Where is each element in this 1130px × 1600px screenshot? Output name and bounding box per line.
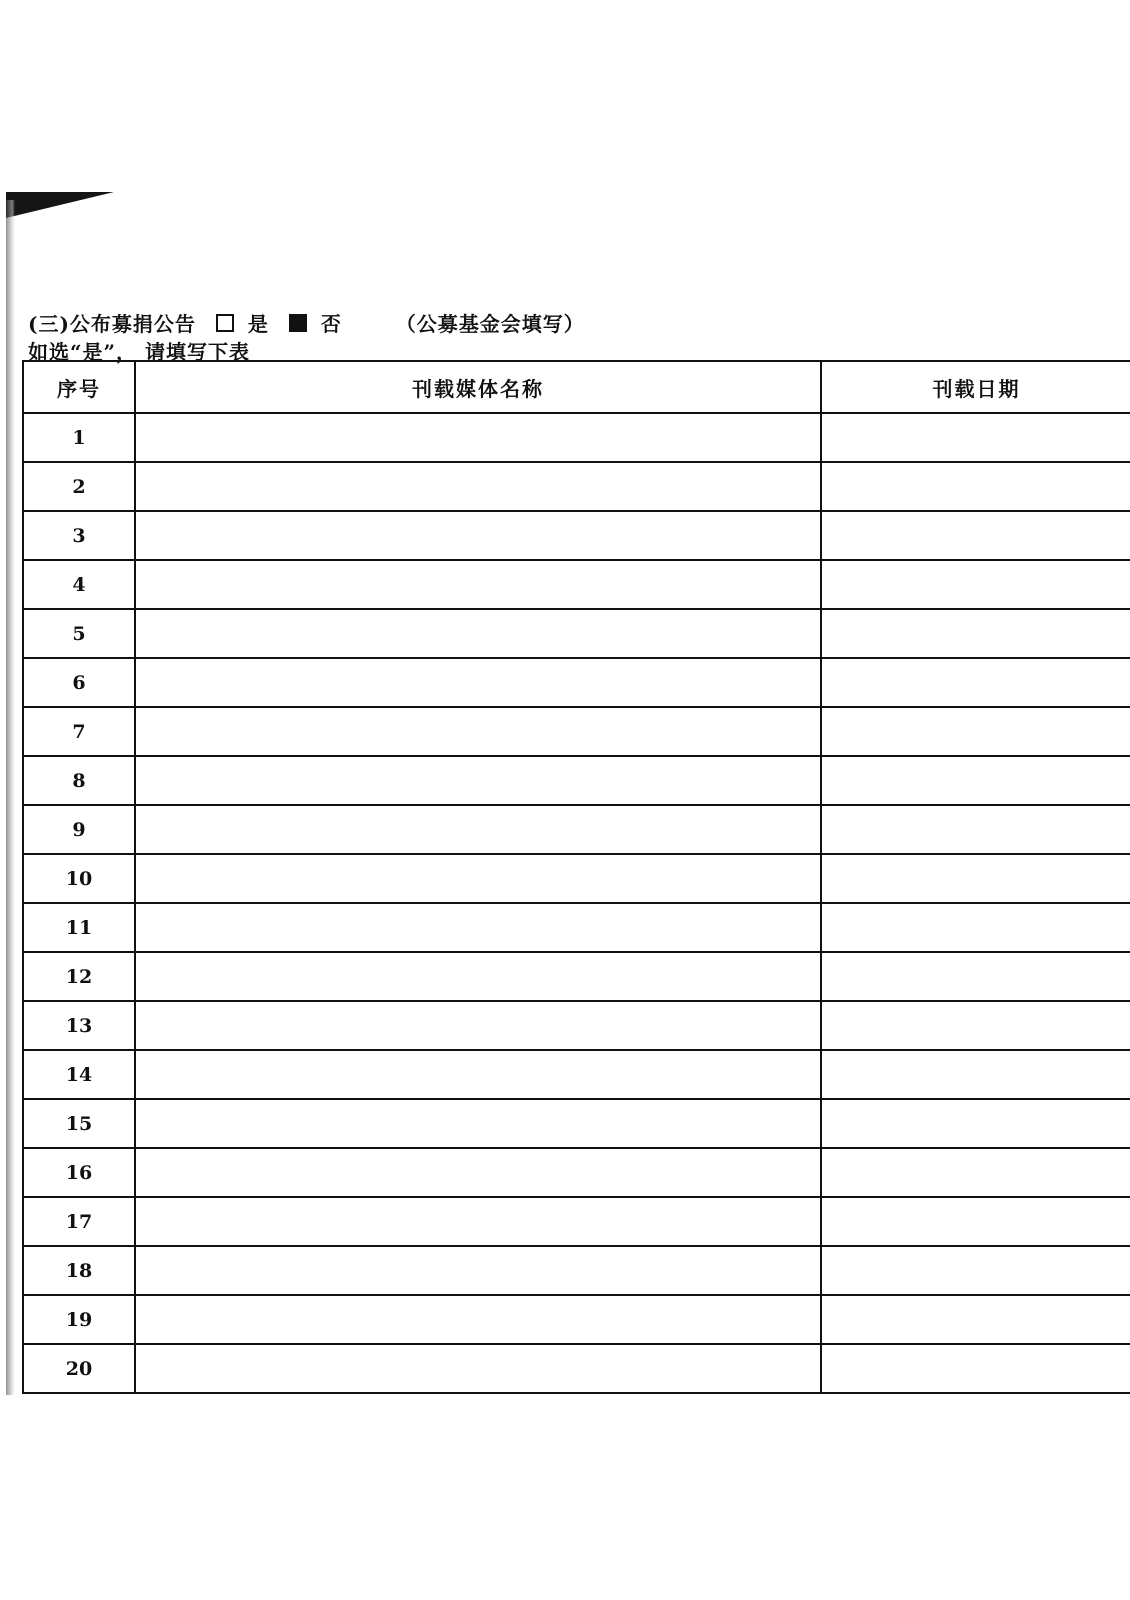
date-cell[interactable] (821, 903, 1130, 952)
date-cell[interactable] (821, 511, 1130, 560)
date-cell[interactable] (821, 413, 1130, 462)
seq-cell: 18 (23, 1246, 135, 1295)
seq-cell: 20 (23, 1344, 135, 1393)
seq-cell: 11 (23, 903, 135, 952)
date-cell[interactable] (821, 805, 1130, 854)
media-name-cell[interactable] (135, 707, 821, 756)
seq-cell: 5 (23, 609, 135, 658)
seq-cell: 8 (23, 756, 135, 805)
media-name-cell[interactable] (135, 1148, 821, 1197)
seq-cell: 7 (23, 707, 135, 756)
date-cell[interactable] (821, 1001, 1130, 1050)
media-name-cell[interactable] (135, 1246, 821, 1295)
seq-cell: 4 (23, 560, 135, 609)
page-bottom-margin (0, 1395, 1130, 1600)
table-row (23, 707, 1130, 756)
seq-cell: 14 (23, 1050, 135, 1099)
date-cell[interactable] (821, 952, 1130, 1001)
option-no-checkbox[interactable] (289, 314, 307, 332)
seq-cell: 17 (23, 1197, 135, 1246)
table-row (23, 413, 1130, 462)
table-row (23, 805, 1130, 854)
seq-cell: 3 (23, 511, 135, 560)
seq-cell: 12 (23, 952, 135, 1001)
date-cell[interactable] (821, 1246, 1130, 1295)
table-row (23, 511, 1130, 560)
date-cell[interactable] (821, 1148, 1130, 1197)
seq-cell: 15 (23, 1099, 135, 1148)
table-header-row (23, 361, 1130, 413)
media-name-cell[interactable] (135, 854, 821, 903)
media-name-cell[interactable] (135, 756, 821, 805)
table-row (23, 756, 1130, 805)
option-yes-label: 是 (247, 312, 269, 336)
section-note: （公募基金会填写） (395, 312, 585, 336)
table-row (23, 854, 1130, 903)
table-row (23, 1246, 1130, 1295)
section-heading (28, 308, 585, 337)
instruction-text: 如选“是”， 请填写下表 (28, 340, 250, 364)
table-body (23, 413, 1130, 1393)
date-cell[interactable] (821, 462, 1130, 511)
media-name-cell[interactable] (135, 560, 821, 609)
seq-cell: 1 (23, 413, 135, 462)
media-name-cell[interactable] (135, 1050, 821, 1099)
table-row (23, 1099, 1130, 1148)
media-name-cell[interactable] (135, 1099, 821, 1148)
seq-cell: 9 (23, 805, 135, 854)
media-table (22, 360, 1130, 1394)
option-yes-checkbox[interactable] (216, 314, 234, 332)
date-cell[interactable] (821, 658, 1130, 707)
header-date: 刊载日期 (821, 361, 1130, 413)
section-title: (三)公布募捐公告 (28, 312, 196, 336)
date-cell[interactable] (821, 560, 1130, 609)
media-name-cell[interactable] (135, 1295, 821, 1344)
seq-cell: 10 (23, 854, 135, 903)
media-name-cell[interactable] (135, 903, 821, 952)
table-row (23, 1148, 1130, 1197)
date-cell[interactable] (821, 707, 1130, 756)
media-name-cell[interactable] (135, 658, 821, 707)
date-cell[interactable] (821, 1295, 1130, 1344)
date-cell[interactable] (821, 609, 1130, 658)
media-name-cell[interactable] (135, 609, 821, 658)
option-no-label: 否 (320, 312, 342, 336)
date-cell[interactable] (821, 1050, 1130, 1099)
table-row (23, 1344, 1130, 1393)
header-seq: 序号 (23, 361, 135, 413)
table-row (23, 462, 1130, 511)
table-row (23, 560, 1130, 609)
media-name-cell[interactable] (135, 511, 821, 560)
date-cell[interactable] (821, 854, 1130, 903)
table-row (23, 1001, 1130, 1050)
header-media-name: 刊载媒体名称 (135, 361, 821, 413)
seq-cell: 16 (23, 1148, 135, 1197)
table-row (23, 903, 1130, 952)
seq-cell: 2 (23, 462, 135, 511)
media-name-cell[interactable] (135, 413, 821, 462)
media-name-cell[interactable] (135, 805, 821, 854)
table-row (23, 609, 1130, 658)
table-row (23, 658, 1130, 707)
media-name-cell[interactable] (135, 1344, 821, 1393)
media-name-cell[interactable] (135, 1197, 821, 1246)
date-cell[interactable] (821, 1197, 1130, 1246)
table-row (23, 1295, 1130, 1344)
date-cell[interactable] (821, 1099, 1130, 1148)
seq-cell: 13 (23, 1001, 135, 1050)
table-row (23, 952, 1130, 1001)
seq-cell: 6 (23, 658, 135, 707)
table-row (23, 1197, 1130, 1246)
media-name-cell[interactable] (135, 1001, 821, 1050)
date-cell[interactable] (821, 1344, 1130, 1393)
date-cell[interactable] (821, 756, 1130, 805)
table-row (23, 1050, 1130, 1099)
media-name-cell[interactable] (135, 952, 821, 1001)
media-name-cell[interactable] (135, 462, 821, 511)
page-corner-shadow (6, 192, 114, 218)
page-edge-shadow (6, 200, 15, 1415)
seq-cell: 19 (23, 1295, 135, 1344)
